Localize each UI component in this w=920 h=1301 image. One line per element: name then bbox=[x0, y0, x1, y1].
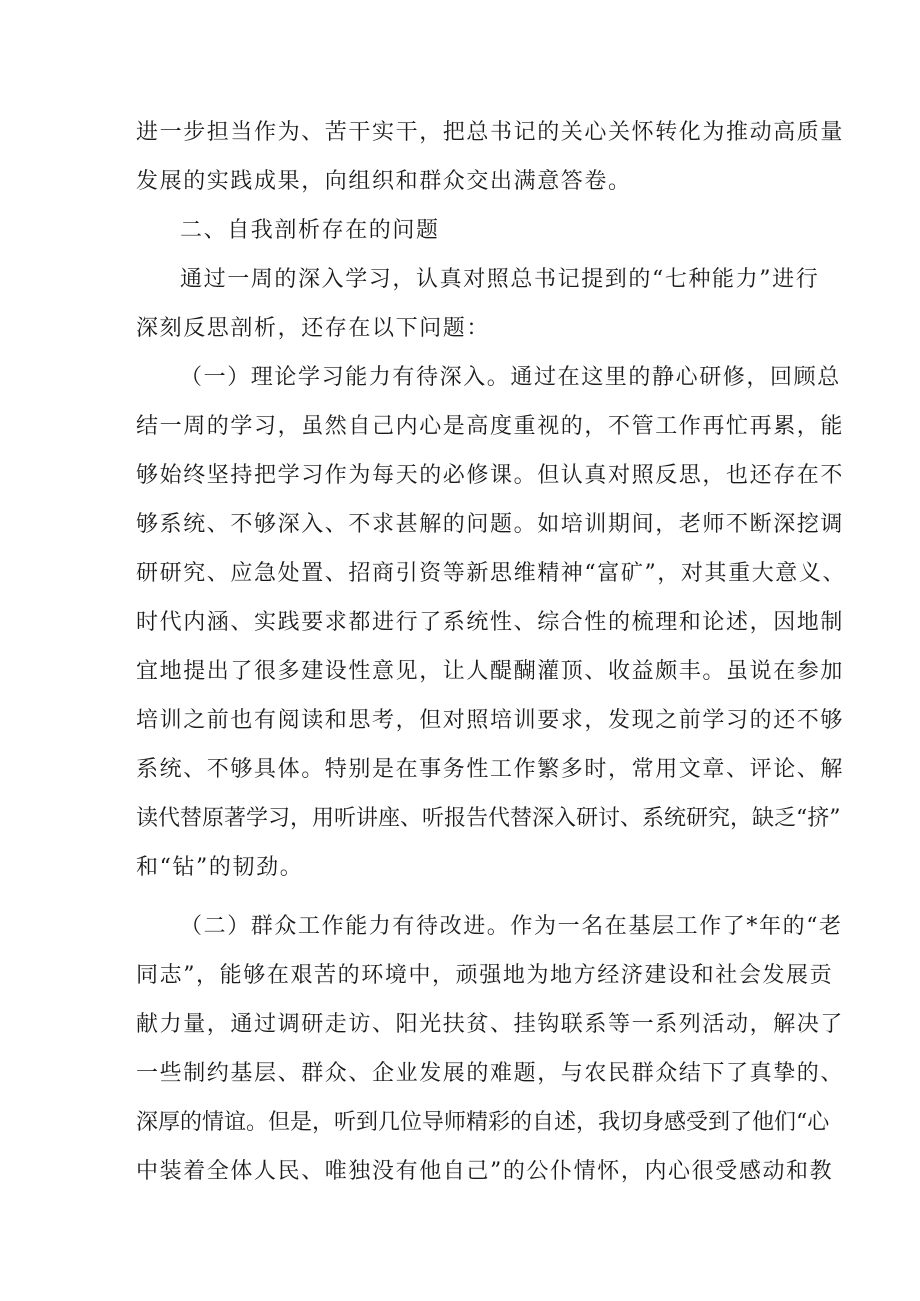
body-text-line: 献力量，通过调研走访、阳光扶贫、挂钩联系等一系列活动，解决了 bbox=[136, 1012, 845, 1037]
body-text-line: 培训之前也有阅读和思考，但对照培训要求，发现之前学习的还不够 bbox=[136, 708, 845, 733]
body-text-line: 通过一周的深入学习，认真对照总书记提到的“七种能力”进行 bbox=[180, 267, 820, 292]
section-heading: 二、自我剖析存在的问题 bbox=[180, 218, 440, 243]
paragraph-heading-1: （一）理论学习能力有待深入。通过在这里的静心研修，回顾总 bbox=[180, 365, 841, 390]
body-text-line: 进一步担当作为、苦干实干，把总书记的关心关怀转化为推动高质量 bbox=[136, 120, 845, 145]
body-text-line: 和“钻”的韧劲。 bbox=[136, 855, 304, 880]
body-text-line: 结一周的学习，虽然自己内心是高度重视的，不管工作再忙再累，能 bbox=[136, 414, 845, 439]
body-text-line: 同志”，能够在艰苦的环境中，顽强地为地方经济建设和社会发展贡 bbox=[136, 963, 834, 988]
body-text-line: 中装着全体人民、唯独没有他自己”的公仆情怀，内心很受感动和教 bbox=[136, 1159, 834, 1184]
body-text-line: 时代内涵、实践要求都进行了系统性、综合性的梳理和论述，因地制 bbox=[136, 610, 845, 635]
body-text-line: 系统、不够具体。特别是在事务性工作繁多时，常用文章、评论、解 bbox=[136, 757, 845, 782]
body-text-line: 够系统、不够深入、不求甚解的问题。如培训期间，老师不断深挖调 bbox=[136, 512, 845, 537]
body-text-line: 深刻反思剖析，还存在以下问题： bbox=[136, 316, 491, 341]
paragraph-heading-2: （二）群众工作能力有待改进。作为一名在基层工作了*年的“老 bbox=[180, 914, 843, 939]
body-text-line: 读代替原著学习，用听讲座、听报告代替深入研讨、系统研究，缺乏“挤” bbox=[136, 806, 841, 831]
body-text-line: 够始终坚持把学习作为每天的必修课。但认真对照反思，也还存在不 bbox=[136, 463, 845, 488]
body-text-line: 一些制约基层、群众、企业发展的难题，与农民群众结下了真挚的、 bbox=[136, 1061, 845, 1086]
body-text-line: 宜地提出了很多建设性意见，让人醍醐灌顶、收益颇丰。虽说在参加 bbox=[136, 659, 845, 684]
body-text-line: 深厚的情谊。但是，听到几位导师精彩的自述，我切身感受到了他们“心 bbox=[136, 1110, 830, 1135]
body-text-line: 发展的实践成果，向组织和群众交出满意答卷。 bbox=[136, 169, 632, 194]
body-text-line: 研研究、应急处置、招商引资等新思维精神“富矿”，对其重大意义、 bbox=[136, 561, 847, 586]
